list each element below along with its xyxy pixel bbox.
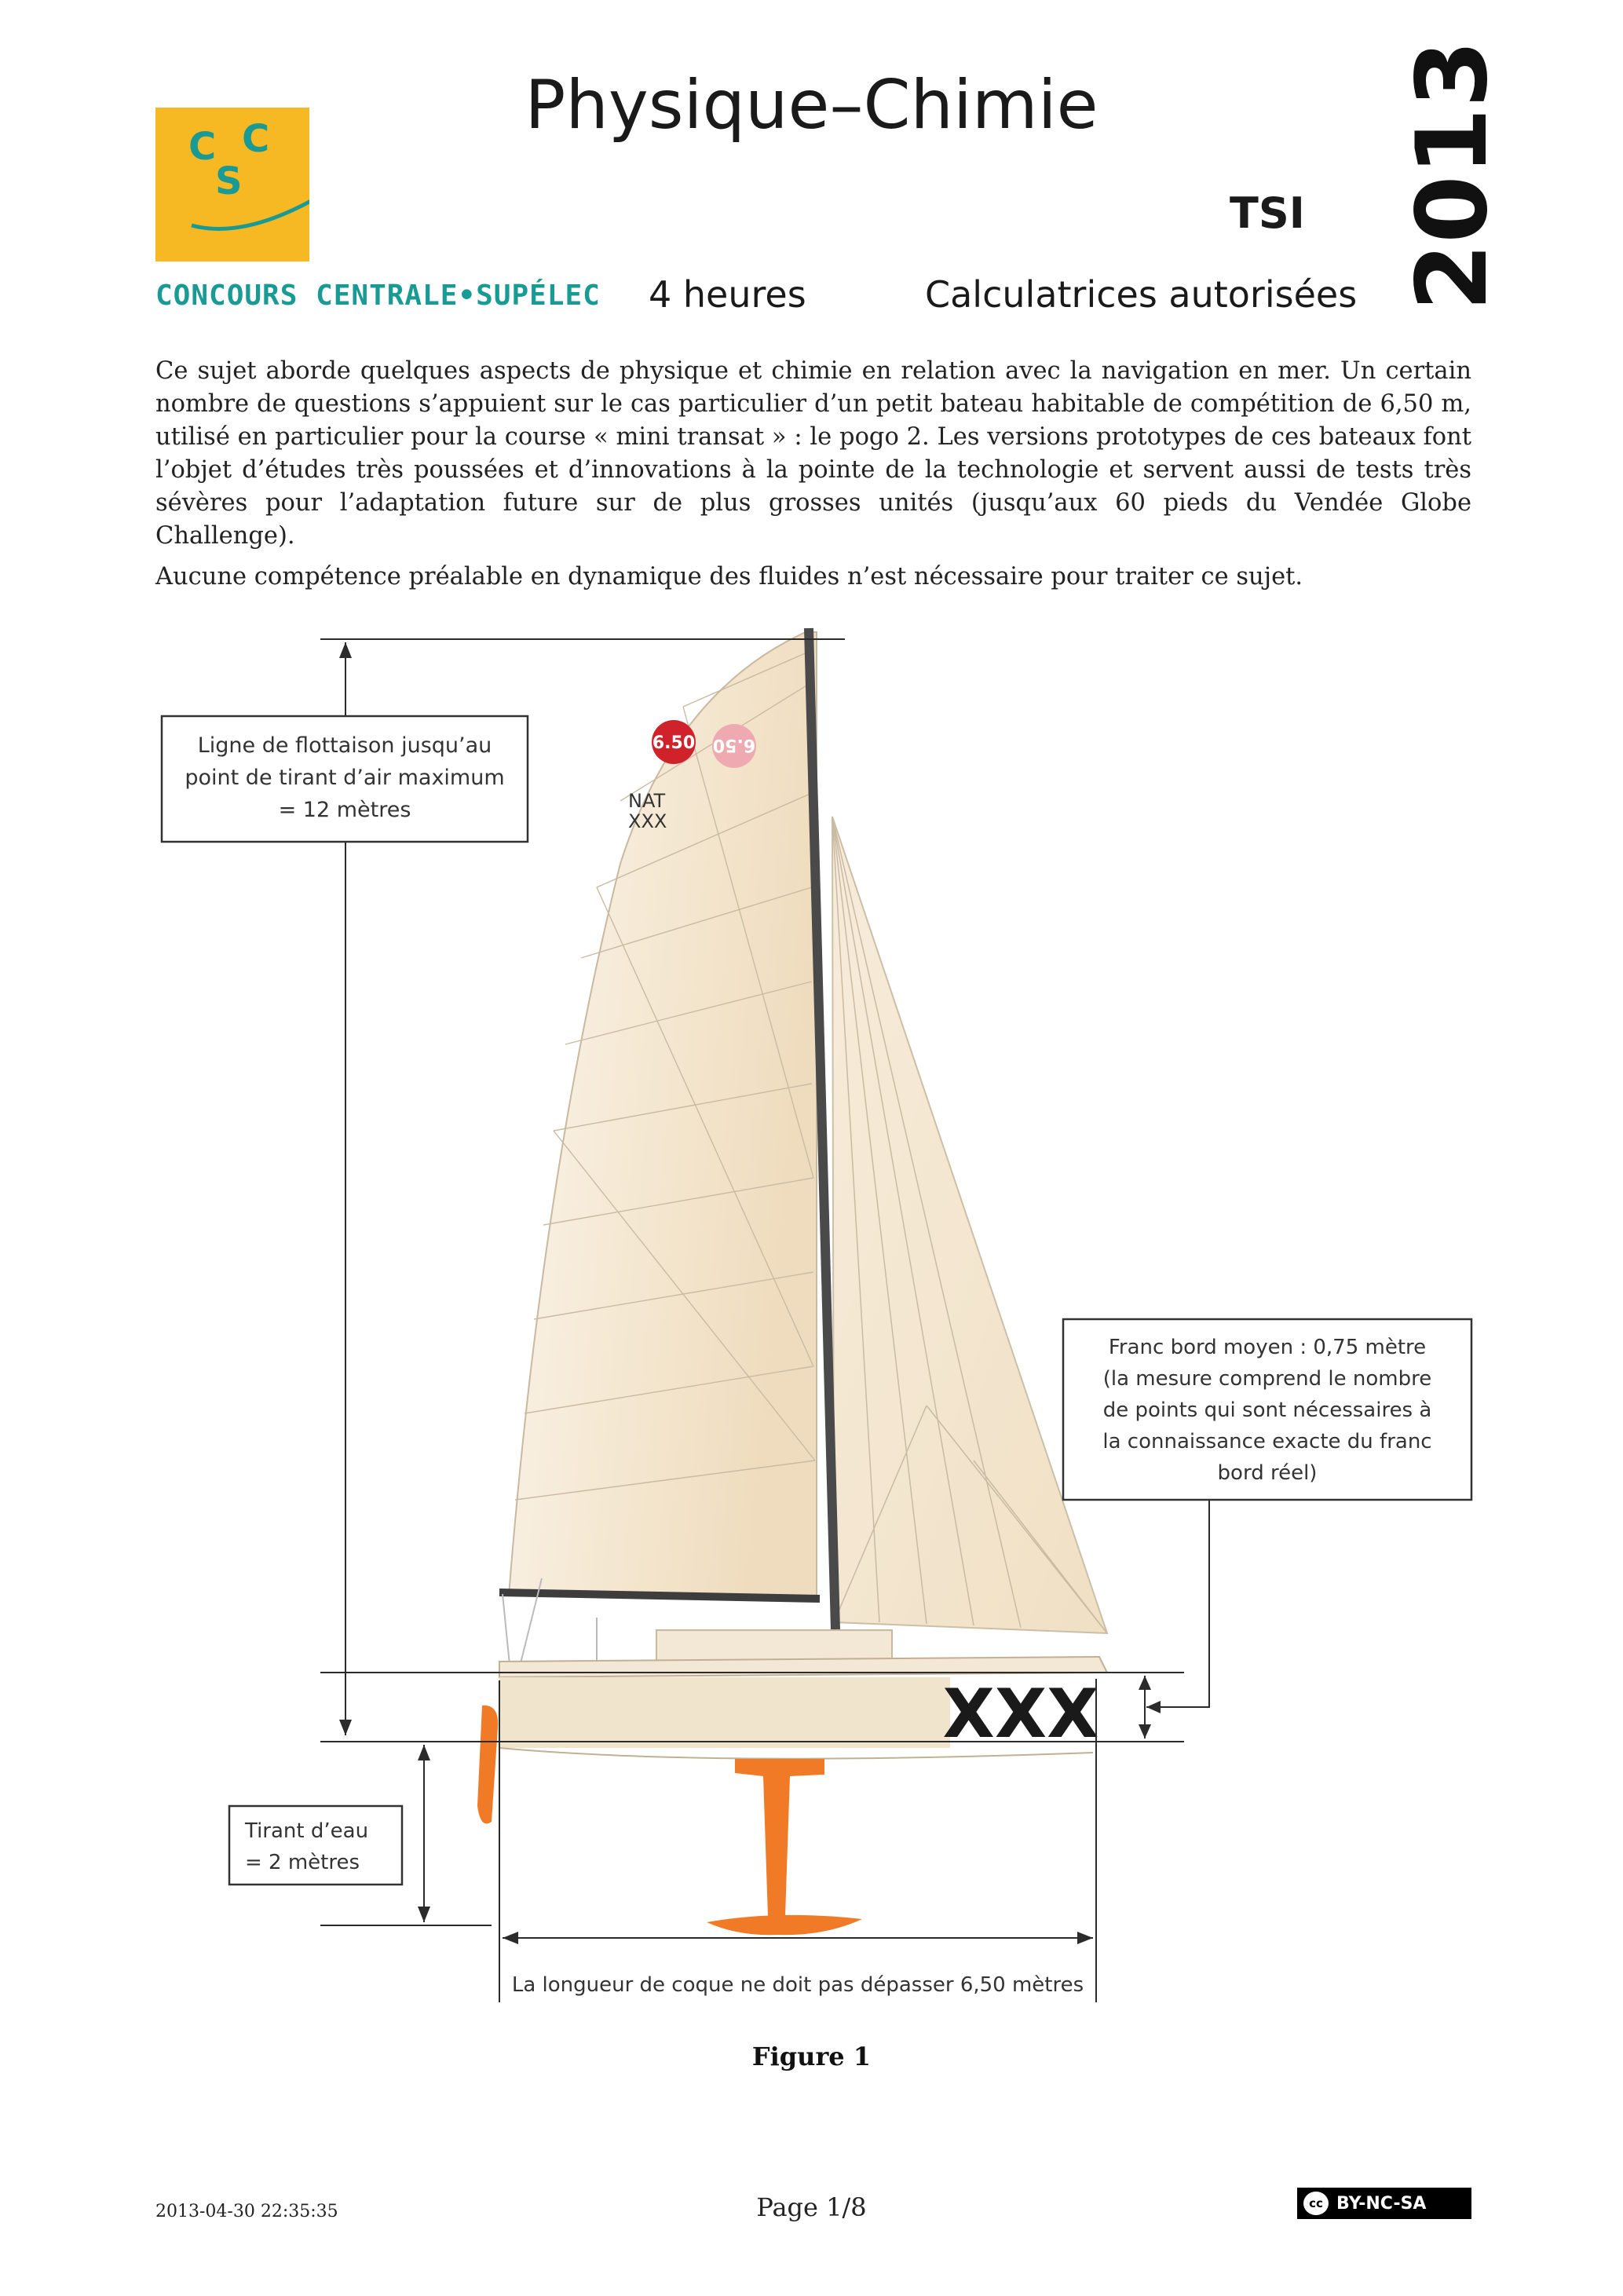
main-sail <box>509 632 817 1599</box>
logo-letter-3: S <box>215 159 243 203</box>
sail-number: XXX <box>628 810 667 832</box>
keel-fin <box>735 1759 824 1916</box>
keel-bulb <box>707 1915 862 1935</box>
page-number: Page 1/8 <box>756 2192 867 2222</box>
freeboard-line-1: Franc bord moyen : 0,75 mètre <box>1108 1336 1427 1359</box>
page-title: Physique–Chimie <box>525 66 1098 144</box>
track-label: TSI <box>1230 188 1305 238</box>
airdraft-line-1: Ligne de flottaison jusqu’au <box>197 733 492 758</box>
jib-sail <box>832 817 1107 1633</box>
draft-line-1: Tirant d’eau <box>245 1819 369 1843</box>
draft-line-2: = 2 mètres <box>245 1851 360 1874</box>
intro-paragraph-1: Ce sujet aborde quelques aspects de physique et chimie en relation avec la navigation en mer. Un certain nombre de questions s’appuient sur le cas particulier d’un petit bateau habitable de compétition de 6,50 m, utilisé en particulier pour la course « mini transat » : le pogo 2. Les versions prototypes de ces bateaux font l’objet d’études très poussées et d’innovations à la pointe de la technologie et servent aussi de tests très sévères pour l’adaptation future sur de plus grosses unités (jusqu’aux 60 pieds du Vendée Globe Challenge). <box>155 357 1471 550</box>
duration-label: 4 heures <box>649 273 806 316</box>
license-badge <box>1297 2188 1471 2219</box>
license-text: BY-NC-SA <box>1336 2194 1427 2214</box>
logo-letter-2: C <box>242 117 270 161</box>
airdraft-line-3: = 12 mètres <box>278 798 411 822</box>
length-label: La longueur de coque ne doit pas dépasser 6,50 mètres <box>511 1973 1084 1997</box>
freeboard-line-3: de points qui sont nécessaires à <box>1102 1398 1432 1422</box>
freeboard-line-4: la connaissance exacte du franc <box>1102 1430 1432 1453</box>
freeboard-line-5: bord réel) <box>1217 1461 1318 1485</box>
calculators-label: Calculatrices autorisées <box>925 273 1358 316</box>
intro-paragraph-2: Aucune compétence préalable en dynamique des fluides n’est nécessaire pour traiter ce sujet. <box>155 563 1303 590</box>
figure-caption: Figure 1 <box>751 2042 872 2071</box>
hull <box>499 1677 950 1748</box>
freeboard-line-2: (la mesure comprend le nombre <box>1102 1367 1432 1391</box>
cc-icon: cc <box>1303 2192 1329 2215</box>
sail-badge-1-label: 6.50 <box>652 733 696 753</box>
airdraft-line-2: point de tirant d’air maximum <box>185 766 505 790</box>
footer-timestamp: 2013-04-30 22:35:35 <box>155 2202 338 2221</box>
logo-name: CONCOURS CENTRALE•SUPÉLEC <box>155 280 601 312</box>
sail-nat: NAT <box>628 790 666 812</box>
rudder <box>477 1706 498 1824</box>
hull-marking: XXX <box>942 1675 1099 1753</box>
logo-letter-1: C <box>188 125 217 169</box>
year-label: 2013 <box>1396 39 1509 311</box>
sail-badge-2-label: 6.50 <box>712 735 756 755</box>
